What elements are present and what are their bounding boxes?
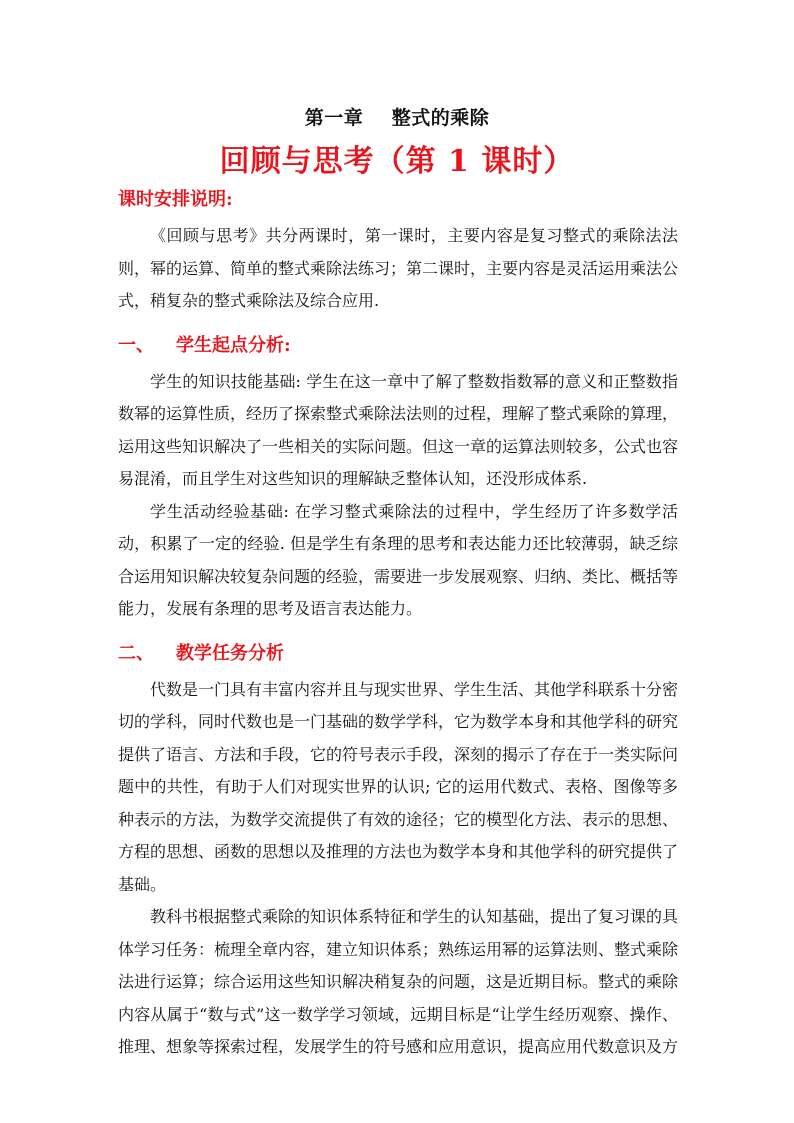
section-1-number: 一、 — [118, 334, 154, 356]
arrangement-label: 课时安排说明: — [118, 189, 233, 210]
section-1-title: 学生起点分析: — [176, 334, 291, 356]
section-2-number: 二、 — [118, 642, 154, 664]
lesson-title: 回顾与思考（第 1 课时） — [219, 144, 575, 179]
arrangement-paragraph: 《回顾与思考》共分两课时，第一课时，主要内容是复习整式的乘除法法则，幂的运算、简单的整式乘除法练习；第二课时，主要内容是灵活运用乘法公式，稍复杂的整式乘除法及综合应用. — [118, 226, 679, 310]
chapter-title: 第一章 整式的乘除 — [304, 107, 490, 129]
section-1-paragraph: 学生的知识技能基础: 学生在这一章中了解了整数指数幂的意义和正整数指数幂的运算性质，经历了探索整式乘除法法则的过程，理解了整式乘除的算理，运用这些知识解决了一些相关的实际问题。但这一章的运算法则较多，公式也容易混淆，而且学生对这些知识的理解缺乏整体认知，还没形成体系. — [118, 371, 679, 488]
document-body — [118, 186, 678, 1064]
section-2-heading — [118, 640, 678, 668]
section-2-paragraph: 教科书根据整式乘除的知识体系特征和学生的认知基础，提出了复习课的具体学习任务：梳理全章内容，建立知识体系；熟练运用幂的运算法则、整式乘除法进行运算；综合运用这些知识解决稍复杂的问题，这是近期目标。整式的乘除内容从属于“数与式”这一数学学习领域，远期目标是“让学生经历观察、操作、推理、想象等探索过程，发展学生的符号感和应用意识，提高应用代数意识及方 — [118, 907, 679, 1056]
section-1-paragraph: 学生活动经验基础: 在学习整式乘除法的过程中，学生经历了许多数学活动，积累了一定的经验. 但是学生有条理的思考和表达能力还比较薄弱，缺乏综合运用知识解决较复杂问题的经验，需要进一步发展观察、归纳、类比、概括等能力，发展有条理的思考及语言表达能力。 — [118, 501, 679, 618]
section-1-heading — [118, 332, 678, 360]
section-2-title: 教学任务分析 — [176, 642, 284, 664]
section-2-paragraph: 代数是一门具有丰富内容并且与现实世界、学生生活、其他学科联系十分密切的学科，同时代数也是一门基础的数学学科，它为数学本身和其他学科的研究提供了语言、方法和手段，它的符号表示手段，深刻的揭示了存在于一类实际问题中的共性，有助于人们对现实世界的认识; 它的运用代数式、表格、图像等多种表示的方法，为数学交流提供了有效的途径；它的模型化方法、表示的思想、方程的思想、函数的思想以及推理的方法也为数学本身和其他学科的研究提供了基础。 — [118, 679, 679, 894]
